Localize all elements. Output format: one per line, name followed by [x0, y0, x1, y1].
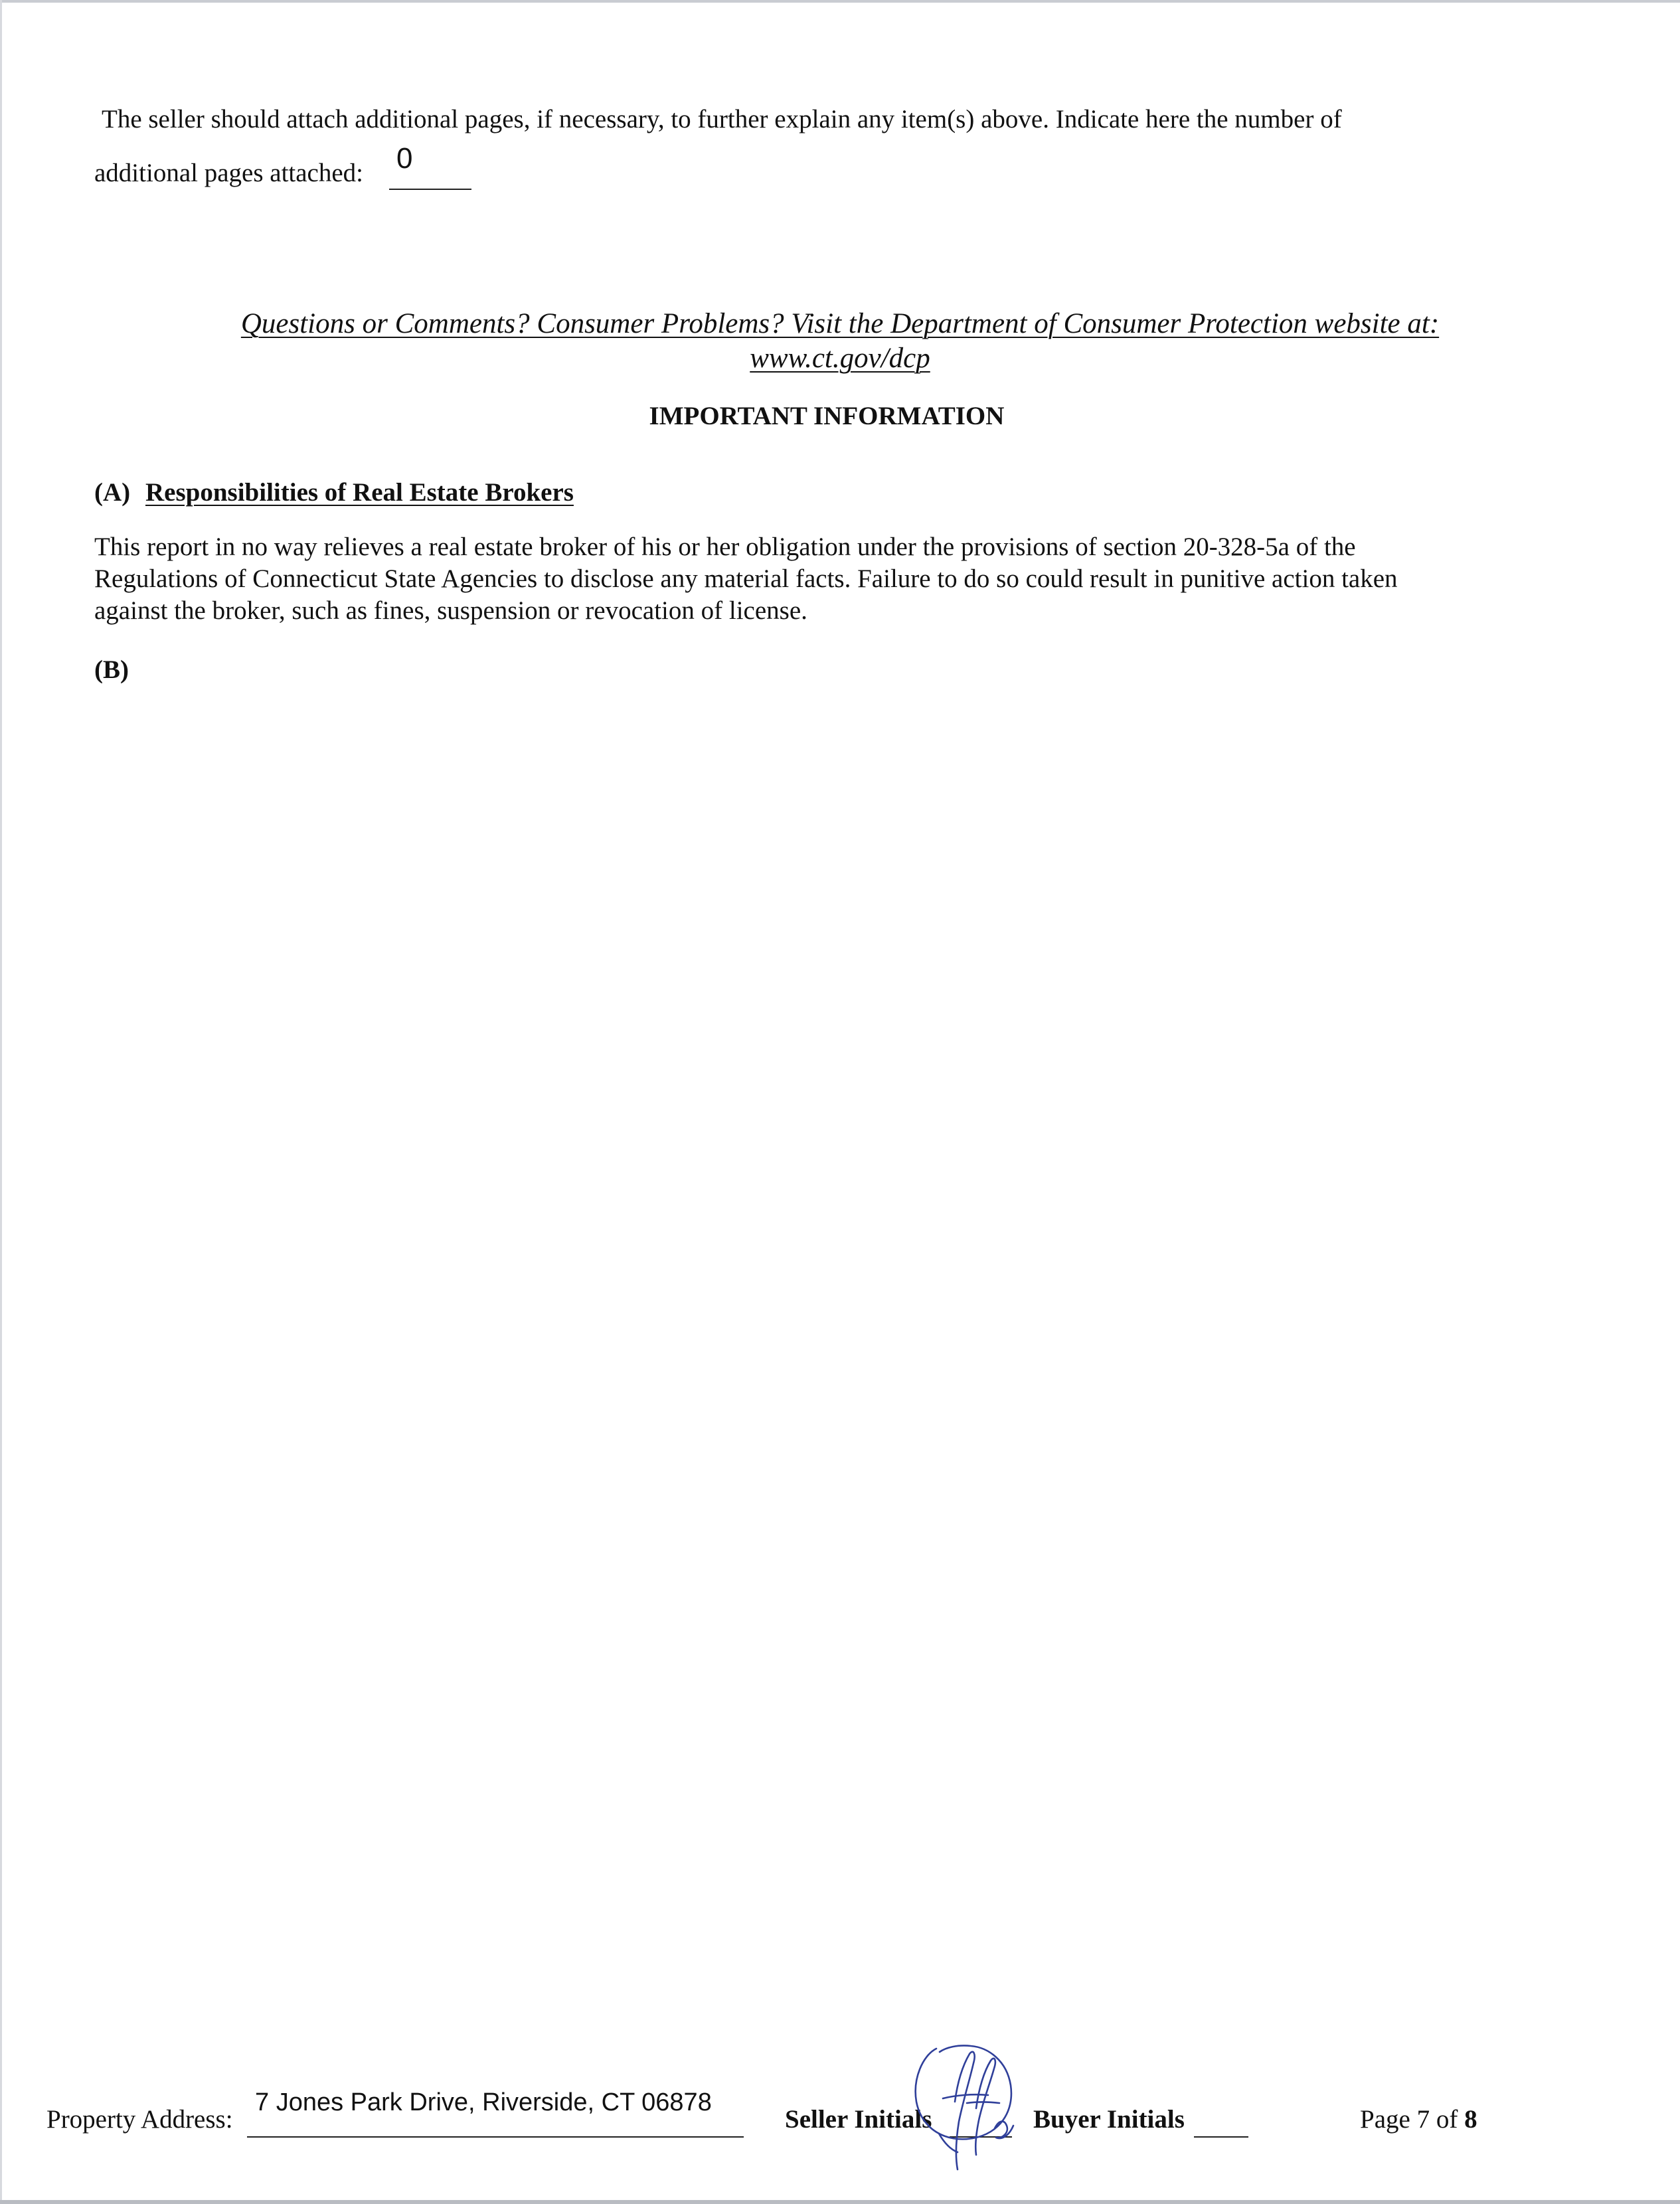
dcp-notice-text: Questions or Comments? Consumer Problems? Visit the Department of Consumer Protection website at:: [240, 308, 1440, 339]
page-number: [1360, 2104, 1477, 2136]
page-current: 7: [1416, 2105, 1430, 2134]
buyer-initials-field[interactable]: [1194, 2135, 1248, 2138]
section-b-label: (B): [94, 655, 129, 684]
pages-attached-value: 0: [396, 142, 413, 175]
section-a-paragraph: [94, 531, 1595, 627]
section-a-label: (A): [94, 478, 131, 507]
pages-attached-blank[interactable]: [389, 187, 471, 190]
property-address-field[interactable]: [247, 2135, 744, 2138]
section-a-line: against the broker, such as fines, suspension or revocation of license.: [94, 596, 807, 625]
seller-initials-signature-mark: [910, 2002, 1023, 2181]
section-a-line: Regulations of Connecticut State Agencies to disclose any material facts. Failure to do so could result in punitive action taken: [94, 564, 1398, 593]
page-edge-bottom: [0, 2200, 1680, 2204]
property-address-label: Property Address:: [46, 2105, 233, 2134]
attach-note-line2: additional pages attached:: [94, 159, 364, 187]
section-a-title: Responsibilities of Real Estate Brokers: [145, 478, 574, 507]
attach-note-line1: The seller should attach additional pages, if necessary, to further explain any item(s) above. Indicate here the number of: [102, 105, 1342, 133]
dcp-website-link[interactable]: www.ct.gov/dcp: [750, 343, 930, 374]
dcp-notice-line1: [0, 307, 1680, 341]
important-information-heading: IMPORTANT INFORMATION: [649, 402, 1005, 430]
buyer-initials-label: Buyer Initials: [1033, 2105, 1185, 2134]
dcp-website-link-row: [0, 341, 1680, 376]
page-edge-top: [0, 0, 1680, 3]
seller-initials-label: Seller Initials: [785, 2105, 932, 2134]
section-a-line: This report in no way relieves a real estate broker of his or her obligation under the provisions of section 20-328-5a of the: [94, 533, 1356, 561]
property-address-value: 7 Jones Park Drive, Riverside, CT 06878: [255, 2088, 712, 2116]
page-prefix: Page: [1360, 2105, 1417, 2134]
page-of: of: [1430, 2105, 1465, 2134]
page-total: 8: [1464, 2105, 1477, 2134]
